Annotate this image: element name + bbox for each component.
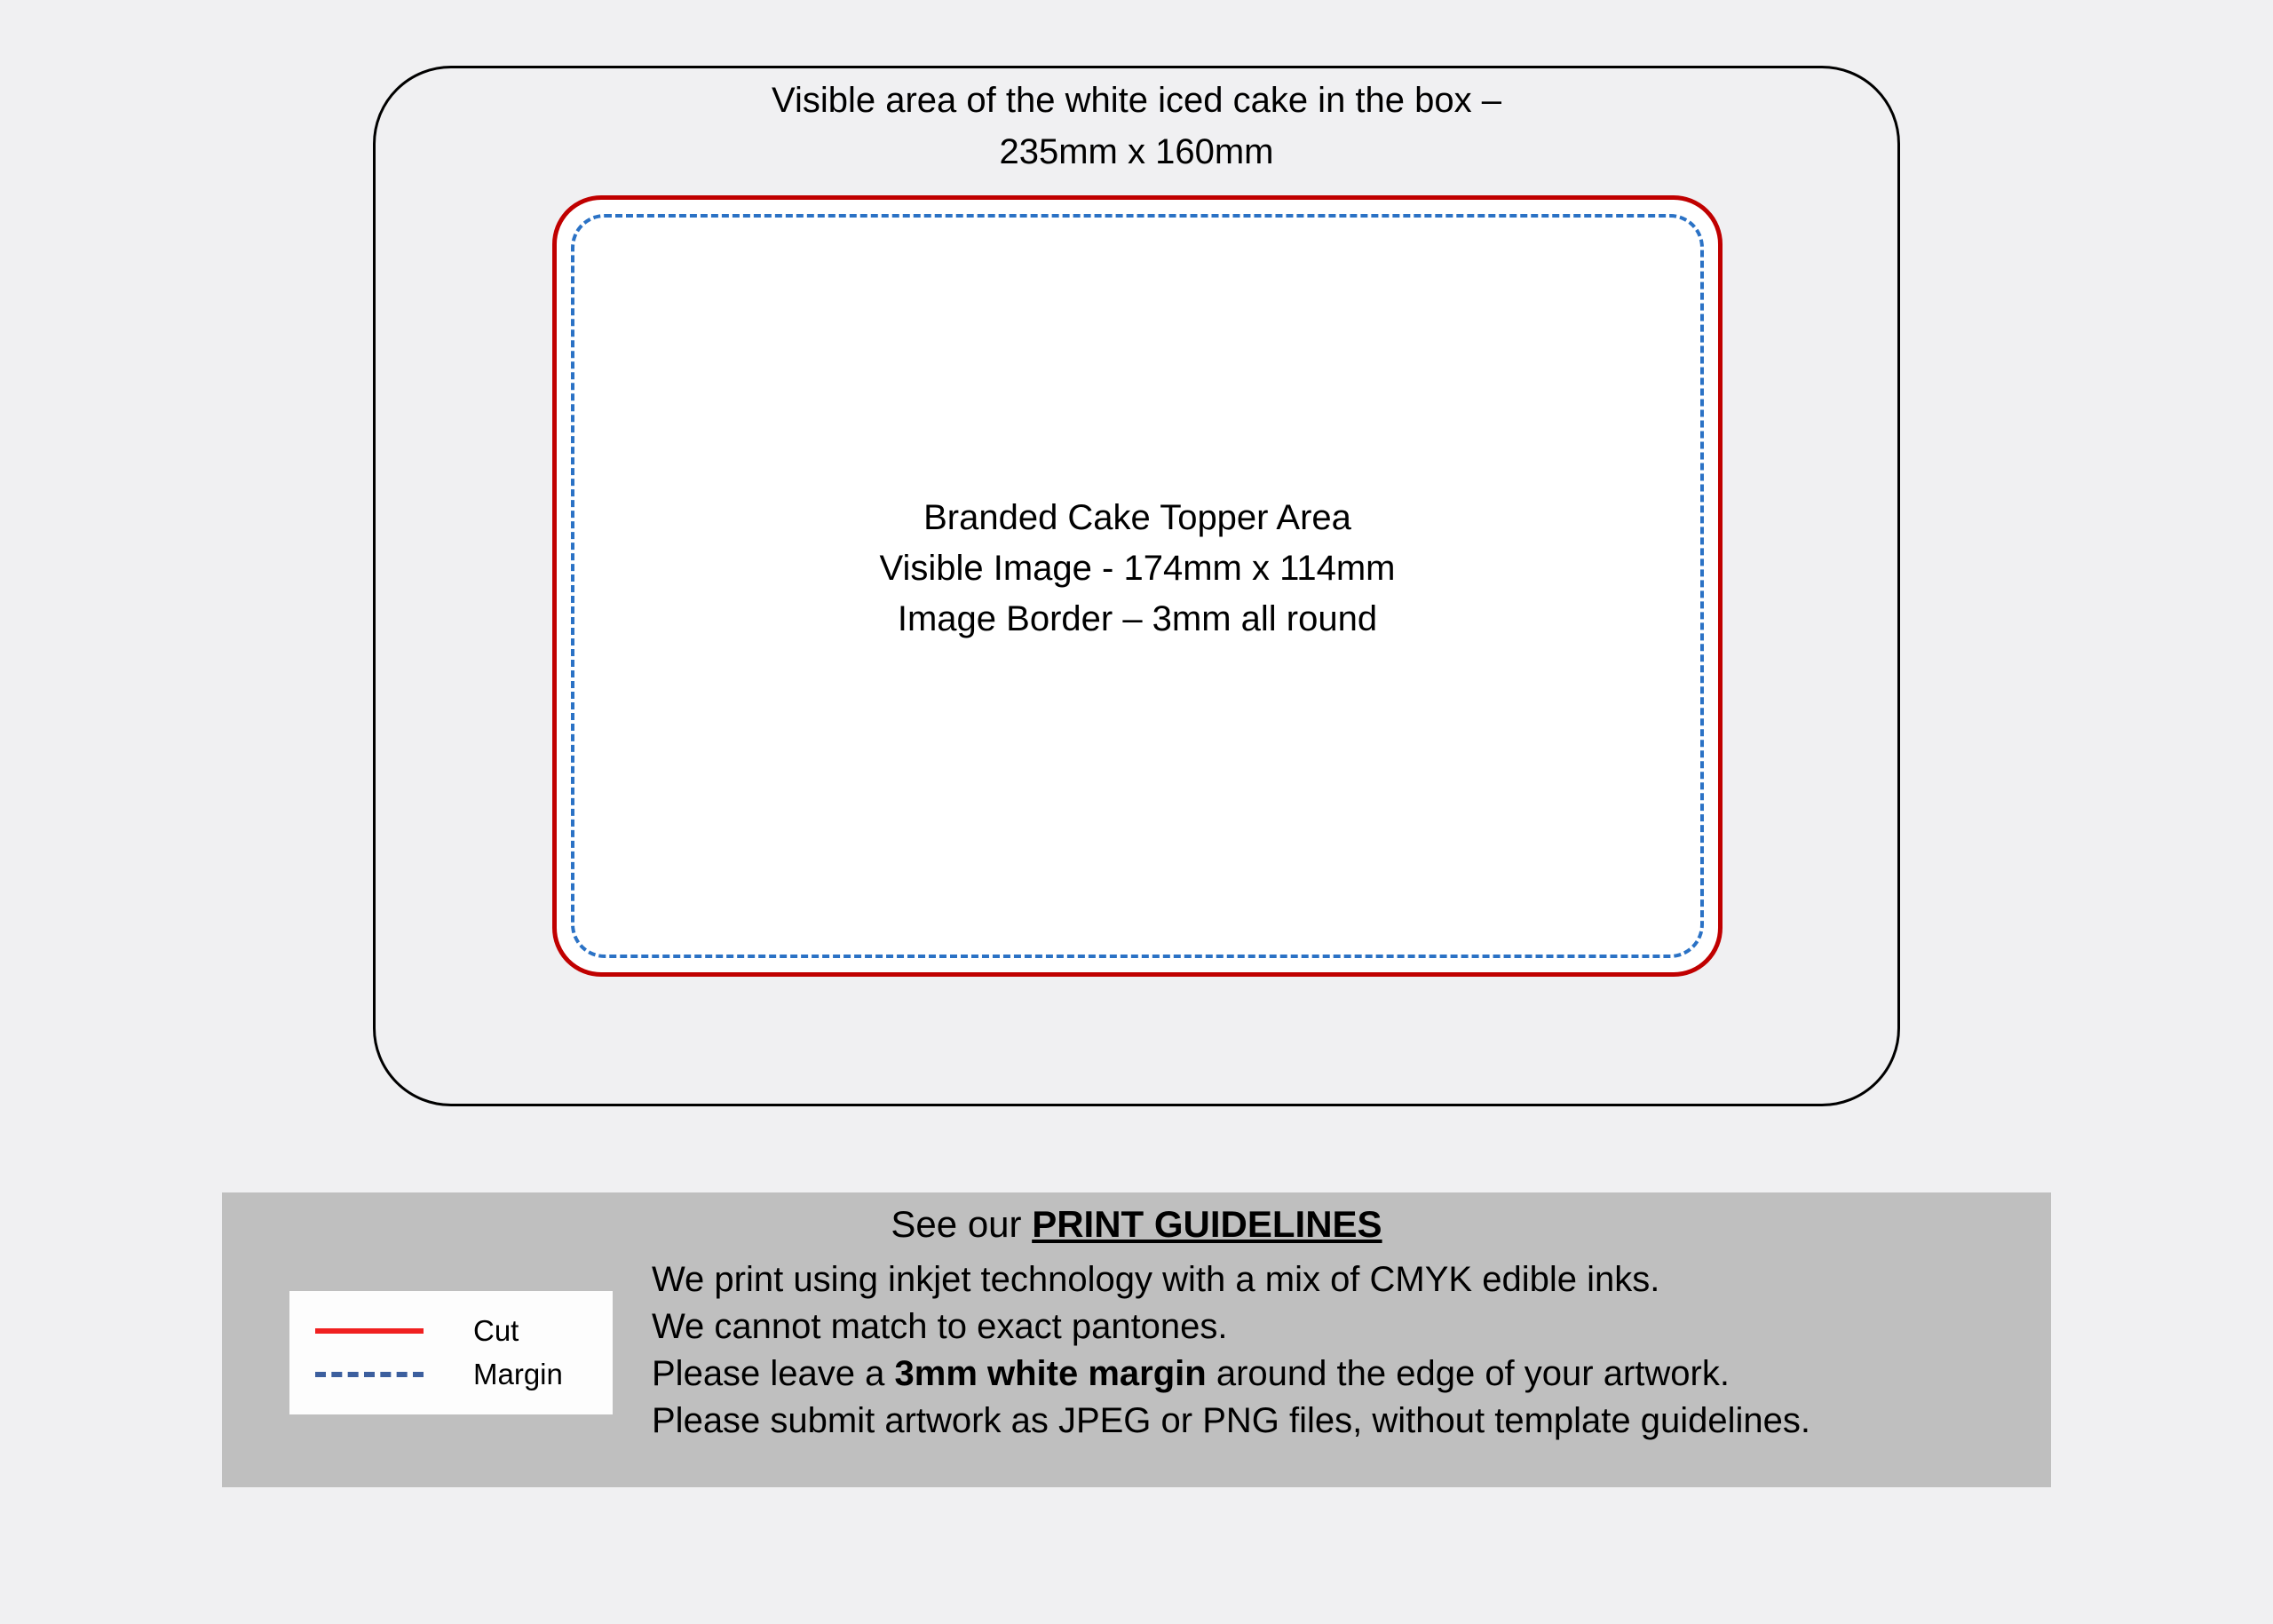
- legend-cut-label: Cut: [473, 1314, 519, 1347]
- guidelines-text-line4: Please submit artwork as JPEG or PNG files, without template guidelines.: [652, 1401, 1810, 1440]
- guidelines-text-line2: We cannot match to exact pantones.: [652, 1307, 1228, 1346]
- topper-area-label-line2: Visible Image - 174mm x 114mm: [879, 549, 1396, 588]
- print-guidelines-panel: [222, 1192, 2051, 1487]
- cake-box-label-line2: 235mm x 160mm: [999, 132, 1274, 171]
- guidelines-heading-prefix: See our: [891, 1203, 1033, 1245]
- print-guidelines-link[interactable]: PRINT GUIDELINES: [1032, 1203, 1382, 1245]
- topper-area-label-line3: Image Border – 3mm all round: [897, 599, 1378, 638]
- guidelines-text-line3: [652, 1351, 1810, 1398]
- guidelines-text-line3-pre: Please leave a: [652, 1354, 895, 1393]
- guidelines-text: [652, 1256, 1810, 1445]
- cake-box-label: [373, 75, 1900, 178]
- legend-row-margin: [289, 1353, 613, 1397]
- cut-line-area: [552, 195, 1723, 977]
- guidelines-text-line1: We print using inkjet technology with a mix of CMYK edible inks.: [652, 1260, 1660, 1299]
- topper-area-label-line1: Branded Cake Topper Area: [923, 498, 1351, 537]
- legend: [289, 1291, 613, 1414]
- topper-area-label: [557, 493, 1718, 645]
- cake-box-label-line1: Visible area of the white iced cake in the box –: [772, 81, 1501, 120]
- cut-line-swatch: [315, 1328, 424, 1334]
- guidelines-heading: [222, 1203, 2051, 1246]
- guidelines-text-line3-post: around the edge of your artwork.: [1206, 1354, 1730, 1393]
- legend-margin-label: Margin: [473, 1358, 563, 1390]
- margin-line-swatch: [315, 1372, 424, 1377]
- legend-row-cut: [289, 1310, 613, 1353]
- guidelines-text-line3-bold: 3mm white margin: [894, 1354, 1207, 1393]
